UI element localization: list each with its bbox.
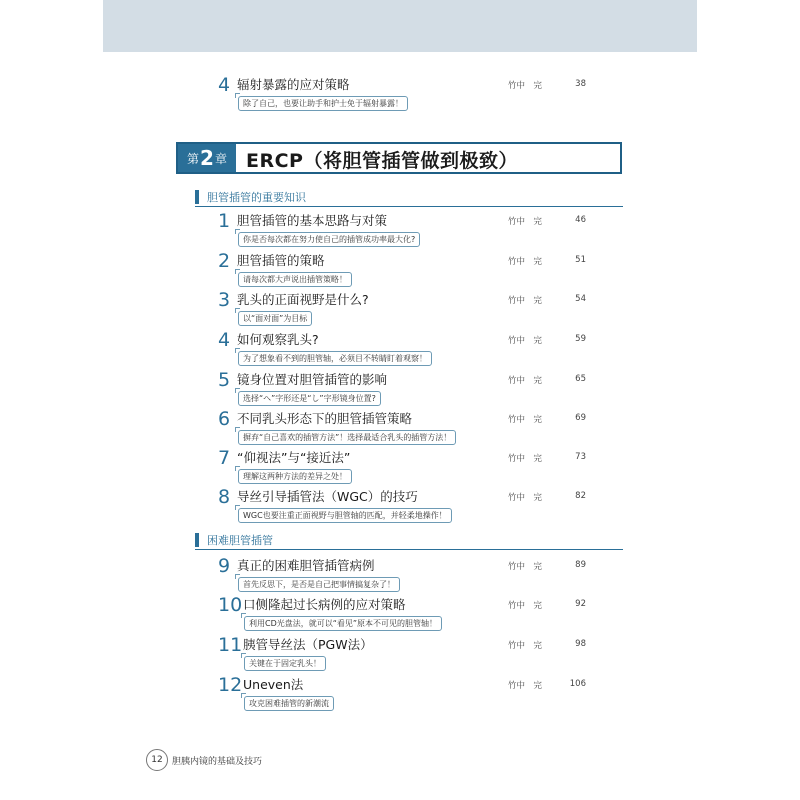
section-header <box>195 531 623 550</box>
entry-subtitle: 请每次都大声说出插管策略！ <box>238 272 352 287</box>
chapter-title: ERCP（将胆管插管做到极致） <box>246 150 518 172</box>
entry-author: 竹中 完 <box>508 601 543 611</box>
entry-subtitle: 攻克困难插管的新潮流 <box>244 696 334 711</box>
entry-title: 乳头的正面视野是什么? <box>237 292 369 307</box>
entry-subtitle: 首先反思下，是否是自己把事情搞复杂了！ <box>238 577 400 592</box>
entry-number: 4 <box>218 74 231 96</box>
chapter-number: 2 <box>200 146 214 170</box>
toc-entry[interactable] <box>218 634 608 672</box>
entry-author: 竹中 完 <box>508 641 543 651</box>
entry-title: “仰视法”与“接近法” <box>237 450 351 465</box>
entry-author: 竹中 完 <box>508 415 543 425</box>
entry-page: 82 <box>575 491 586 501</box>
entry-subtitle: 理解这两种方法的差异之处！ <box>238 469 352 484</box>
section-header <box>195 188 623 207</box>
entry-title: 真正的困难胆管插管病例 <box>237 558 375 573</box>
toc-entry[interactable] <box>218 486 608 524</box>
page-number: 12 <box>146 749 168 771</box>
entry-title: 胆管插管的基本思路与对策 <box>237 213 388 228</box>
entry-page: 98 <box>575 639 586 649</box>
entry-number: 9 <box>218 555 231 577</box>
header-band <box>103 0 697 52</box>
entry-title: 导丝引导插管法（WGC）的技巧 <box>237 489 418 504</box>
entry-author: 竹中 完 <box>508 296 543 306</box>
entry-page: 46 <box>575 215 586 225</box>
entry-page: 69 <box>575 413 586 423</box>
toc-entry[interactable] <box>218 74 608 112</box>
entry-author: 竹中 完 <box>508 681 543 691</box>
toc-entry[interactable] <box>218 447 608 485</box>
running-footer-title: 胆胰内镜的基础及技巧 <box>172 757 263 767</box>
entry-subtitle: WGC也要注重正面视野与胆管轴的匹配，并轻柔地操作！ <box>238 508 452 523</box>
entry-page: 54 <box>575 294 586 304</box>
entry-author: 竹中 完 <box>508 81 543 91</box>
entry-subtitle: 为了想象看不到的胆管轴，必须目不转睛盯着观察！ <box>238 351 432 366</box>
entry-author: 竹中 完 <box>508 454 543 464</box>
entry-page: 106 <box>569 679 586 689</box>
entry-subtitle: 你是否每次都在努力使自己的插管成功率最大化? <box>238 232 420 247</box>
entry-page: 89 <box>575 560 586 570</box>
toc-entry[interactable] <box>218 594 608 632</box>
chapter-label <box>178 144 236 172</box>
entry-title: Uneven法 <box>243 677 304 692</box>
entry-page: 65 <box>575 374 586 384</box>
toc-entry[interactable] <box>218 555 608 593</box>
entry-page: 51 <box>575 255 586 265</box>
entry-subtitle: 以“面对面”为目标 <box>238 311 312 326</box>
chapter-header <box>176 142 622 174</box>
chapter-prefix: 第 <box>187 151 200 166</box>
entry-author: 竹中 完 <box>508 376 543 386</box>
entry-subtitle: 利用CD光盘法，就可以“看见”原本不可见的胆管轴！ <box>244 616 442 631</box>
entry-page: 59 <box>575 334 586 344</box>
entry-number: 6 <box>218 408 231 430</box>
entry-page: 73 <box>575 452 586 462</box>
entry-title: 不同乳头形态下的胆管插管策略 <box>237 411 413 426</box>
entry-author: 竹中 完 <box>508 257 543 267</box>
entry-subtitle: 摒弃“自己喜欢的插管方法”！选择最适合乳头的插管方法！ <box>238 430 456 445</box>
entry-title: 口侧隆起过长病例的应对策略 <box>243 597 406 612</box>
entry-subtitle: 选择“ヘ”字形还是“し”字形镜身位置? <box>238 391 381 406</box>
entry-page: 38 <box>575 79 586 89</box>
section-title: 胆管插管的重要知识 <box>207 191 306 204</box>
entry-number: 10 <box>218 594 243 616</box>
section-title: 困难胆管插管 <box>207 534 273 547</box>
section-marker <box>195 190 199 204</box>
entry-number: 4 <box>218 329 231 351</box>
entry-author: 竹中 完 <box>508 336 543 346</box>
entry-subtitle: 关键在于固定乳头！ <box>244 656 326 671</box>
toc-entry[interactable] <box>218 289 608 327</box>
entry-page: 92 <box>575 599 586 609</box>
entry-number: 12 <box>218 674 243 696</box>
entry-number: 8 <box>218 486 231 508</box>
entry-number: 2 <box>218 250 231 272</box>
entry-subtitle: 除了自己，也要让助手和护士免于辐射暴露！ <box>238 96 408 111</box>
toc-entry[interactable] <box>218 408 608 446</box>
entry-number: 3 <box>218 289 231 311</box>
toc-entry[interactable] <box>218 329 608 367</box>
toc-entry[interactable] <box>218 250 608 288</box>
toc-entry[interactable] <box>218 210 608 248</box>
section-marker <box>195 533 199 547</box>
entry-title: 辐射暴露的应对策略 <box>237 77 350 92</box>
entry-number: 11 <box>218 634 243 656</box>
entry-author: 竹中 完 <box>508 562 543 572</box>
entry-title: 如何观察乳头? <box>237 332 319 347</box>
entry-number: 1 <box>218 210 231 232</box>
entry-title: 镜身位置对胆管插管的影响 <box>237 372 388 387</box>
toc-entry[interactable] <box>218 369 608 407</box>
entry-author: 竹中 完 <box>508 493 543 503</box>
entry-title: 胆管插管的策略 <box>237 253 325 268</box>
entry-number: 5 <box>218 369 231 391</box>
chapter-suffix: 章 <box>214 151 227 166</box>
entry-author: 竹中 完 <box>508 217 543 227</box>
entry-number: 7 <box>218 447 231 469</box>
entry-title: 胰管导丝法（PGW法） <box>243 637 373 652</box>
toc-entry[interactable] <box>218 674 608 712</box>
